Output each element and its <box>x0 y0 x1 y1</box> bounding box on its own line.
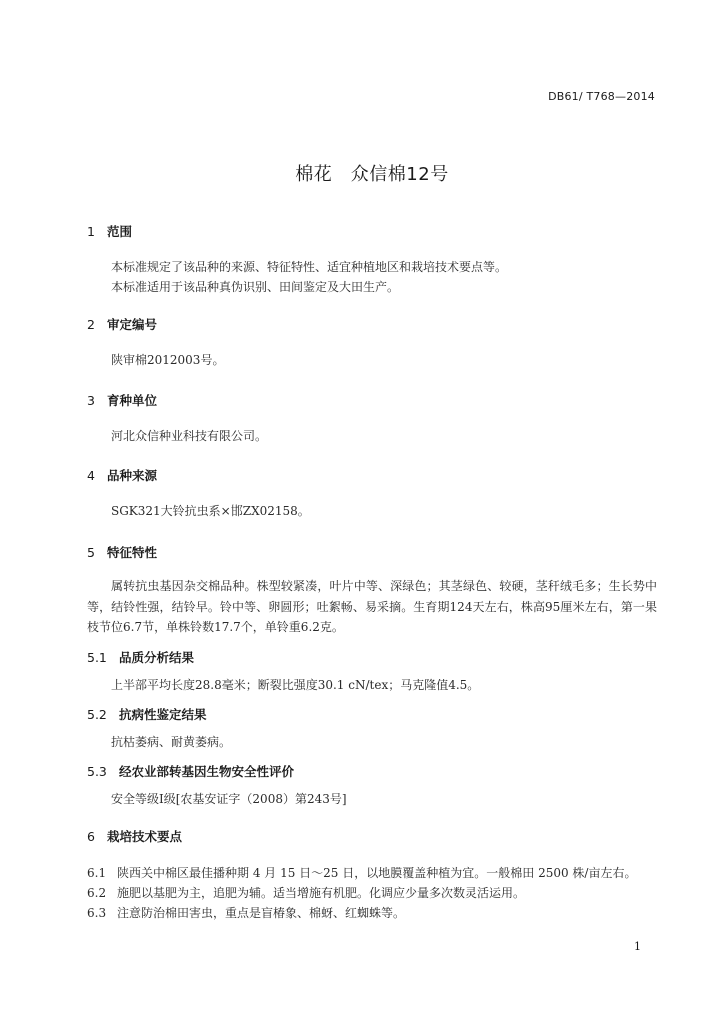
item-number: 6.3 <box>87 906 107 920</box>
section-5-3-heading <box>87 762 294 780</box>
section-4-heading <box>87 466 157 484</box>
section-number: 1 <box>87 224 95 239</box>
section-title: 抗病性鉴定结果 <box>119 707 207 722</box>
section-1-heading <box>87 222 132 240</box>
section-5-1-heading <box>87 648 194 666</box>
item-number: 6.1 <box>87 866 107 880</box>
section-title: 育种单位 <box>107 393 158 408</box>
section-5-1-paragraph: 上半部平均长度28.8毫米；断裂比强度30.1 cN/tex；马克隆值4.5。 <box>111 678 480 692</box>
section-title: 特征特性 <box>107 545 158 560</box>
section-title: 经农业部转基因生物安全性评价 <box>119 764 295 779</box>
section-number: 5.1 <box>87 650 107 665</box>
section-5-2-heading <box>87 705 207 723</box>
section-number: 6 <box>87 829 95 844</box>
section-title: 审定编号 <box>107 317 158 332</box>
document-code: DB61/ T768—2014 <box>548 90 655 103</box>
section-number: 3 <box>87 393 95 408</box>
section-number: 2 <box>87 317 95 332</box>
section-title: 品质分析结果 <box>119 650 195 665</box>
item-text: 陕西关中棉区最佳播种期 4 月 15 日～25 日，以地膜覆盖种植为宜。一般棉田 2500 株/亩左右。 <box>117 866 637 880</box>
section-title: 范围 <box>107 224 133 239</box>
section-1-paragraph-2: 本标准适用于该品种真伪识别、田间鉴定及大田生产。 <box>111 280 400 294</box>
section-4-paragraph: SGK321大铃抗虫系×邯ZX02158。 <box>111 504 310 518</box>
section-number: 4 <box>87 468 95 483</box>
item-text: 施肥以基肥为主，追肥为辅。适当增施有机肥。化调应少量多次数灵活运用。 <box>117 886 526 900</box>
list-item <box>87 884 657 901</box>
section-3-heading <box>87 391 157 409</box>
section-3-paragraph: 河北众信种业科技有限公司。 <box>111 429 268 443</box>
page-title: 棉花 众信棉12号 <box>295 164 449 185</box>
page-number: 1 <box>634 940 641 953</box>
section-1-paragraph-1: 本标准规定了该品种的来源、特征特性、适宜种植地区和栽培技术要点等。 <box>111 260 508 274</box>
section-number: 5.2 <box>87 707 107 722</box>
section-5-paragraph: 属转抗虫基因杂交棉品种。株型较紧凑，叶片中等、深绿色；其茎绿色、较硬，茎秆绒毛多；生长势中等，结铃性强，结铃早。铃中等、卵圆形；吐絮畅、易采摘。生育期124天左右，株高95厘米左右，第一果枝节位6.7节，单株铃数17.7个，单铃重6.2克。 <box>87 579 657 634</box>
item-text: 注意防治棉田害虫，重点是盲椿象、棉蚜、红蜘蛛等。 <box>117 906 406 920</box>
section-number: 5.3 <box>87 764 107 779</box>
section-5-2-paragraph: 抗枯萎病、耐黄萎病。 <box>111 735 232 749</box>
item-number: 6.2 <box>87 886 107 900</box>
section-2-heading <box>87 315 157 333</box>
section-5-heading <box>87 543 157 561</box>
section-title: 品种来源 <box>107 468 158 483</box>
section-6-heading <box>87 827 182 845</box>
section-2-paragraph: 陕审棉2012003号。 <box>111 353 225 367</box>
list-item <box>87 864 657 881</box>
list-item <box>87 904 657 921</box>
section-5-3-paragraph: 安全等级Ⅰ级[农基安证字（2008）第243号] <box>111 792 347 806</box>
section-title: 栽培技术要点 <box>107 829 183 844</box>
section-number: 5 <box>87 545 95 560</box>
